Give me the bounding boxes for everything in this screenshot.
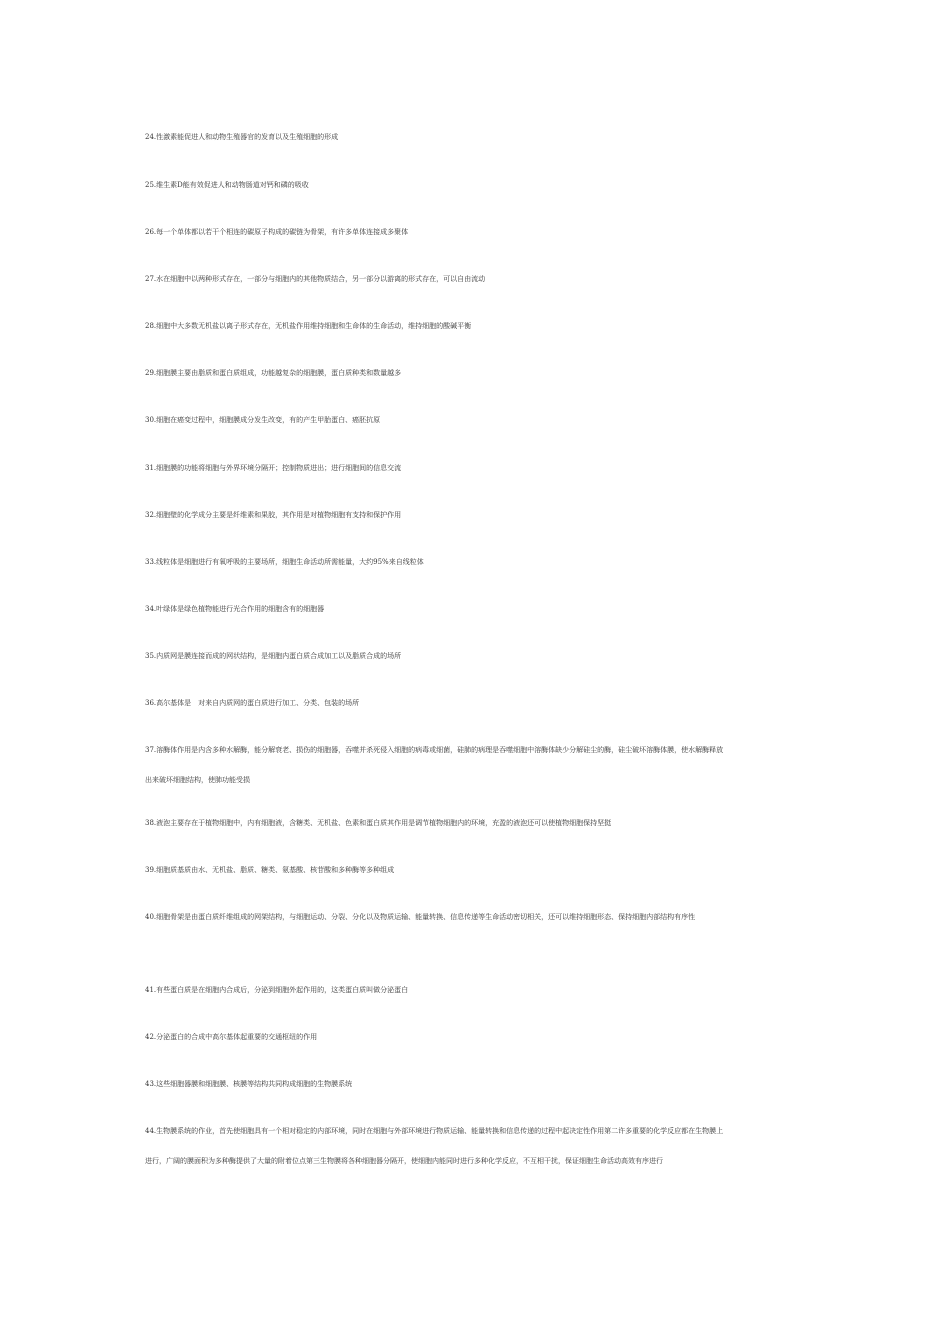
paragraph-30: 30.细胞在癌变过程中，细胞膜成分发生改变，有的产生甲胎蛋白、癌胚抗原 [145,416,381,424]
paragraph-29: 29.细胞膜主要由脂质和蛋白质组成，功能越复杂的细胞膜，蛋白质种类和数量越多 [145,369,402,377]
paragraph-38: 38.液泡主要存在于植物细胞中，内有细胞液，含糖类、无机盐、色素和蛋白质其作用是调节植物细胞内的环境，充盈的液泡还可以使植物细胞保持坚挺 [145,819,612,827]
paragraph-44 [145,1127,810,1187]
paragraph-36: 36.高尔基体是 对来自内质网的蛋白质进行加工、分类、包装的场所 [145,699,360,707]
paragraph-26: 26.每一个单体都以若干个相连的碳原子构成的碳链为骨架，有许多单体连接成多聚体 [145,228,409,236]
paragraph-43: 43.这些细胞器膜和细胞膜、核膜等结构共同构成细胞的生物膜系统 [145,1080,353,1088]
paragraph-34: 34.叶绿体是绿色植物能进行光合作用的细胞含有的细胞器 [145,605,325,613]
paragraph-28: 28.细胞中大多数无机盐以离子形式存在，无机盐作用维持细胞和生命体的生命活动，维持细胞的酸碱平衡 [145,322,472,330]
paragraph-41: 41.有些蛋白质是在细胞内合成后，分泌到细胞外起作用的，这类蛋白质叫做分泌蛋白 [145,986,409,994]
paragraph-39: 39.细胞质基质由水、无机盐、脂质、糖类、氨基酸、核苷酸和多种酶等多种组成 [145,866,395,874]
paragraph-33: 33.线粒体是细胞进行有氧呼吸的主要场所，细胞生命活动所需能量，大约95%来自线粒体 [145,558,424,566]
paragraph-37-line-2: 出来破坏细胞结构，使肺功能受损 [145,776,250,784]
paragraph-25: 25.维生素D能有效促进人和动物肠道对钙和磷的吸收 [145,181,309,189]
paragraph-27: 27.水在细胞中以两种形式存在，一部分与细胞内的其他物质结合，另一部分以游离的形式存在，可以自由流动 [145,275,486,283]
paragraph-37-line-1: 37.溶酶体作用是内含多种水解酶，能分解衰老、损伤的细胞器，吞噬并杀死侵入细胞的病毒或细菌，硅肺的病理是吞噬细胞中溶酶体缺少分解硅尘的酶，硅尘破坏溶酶体膜，使水解酶释放 [145,746,724,754]
paragraph-44-line-2: 进行，广阔的膜面积为多种酶提供了大量的附着位点第三生物膜将各种细胞器分隔开，使细胞内能同时进行多种化学反应，不互相干扰，保证细胞生命活动高效有序进行 [145,1157,663,1165]
paragraph-44-line-1: 44.生物膜系统的作业，首先使细胞具有一个相对稳定的内部环境，同时在细胞与外部环境进行物质运输、能量转换和信息传递的过程中起决定性作用第二许多重要的化学反应都在生物膜上 [145,1127,724,1135]
paragraph-24: 24.性激素能促进人和动物生殖器官的发育以及生殖细胞的形成 [145,133,339,141]
paragraph-35: 35.内质网是膜连接而成的网状结构，是细胞内蛋白质合成加工以及脂质合成的场所 [145,652,402,660]
paragraph-31: 31.细胞膜的功能将细胞与外界环境分隔开；控制物质进出；进行细胞间的信息交流 [145,464,402,472]
paragraph-32: 32.细胞壁的化学成分主要是纤维素和果胶，其作用是对植物细胞有支持和保护作用 [145,511,402,519]
paragraph-37 [145,746,810,806]
paragraph-40: 40.细胞骨架是由蛋白质纤维组成的网架结构，与细胞运动、分裂、分化以及物质运输、能量转换、信息传递等生命活动密切相关，还可以维持细胞形态、保持细胞内部结构有序性 [145,913,696,921]
paragraph-42: 42.分泌蛋白的合成中高尔基体起重要的交通枢纽的作用 [145,1033,318,1041]
